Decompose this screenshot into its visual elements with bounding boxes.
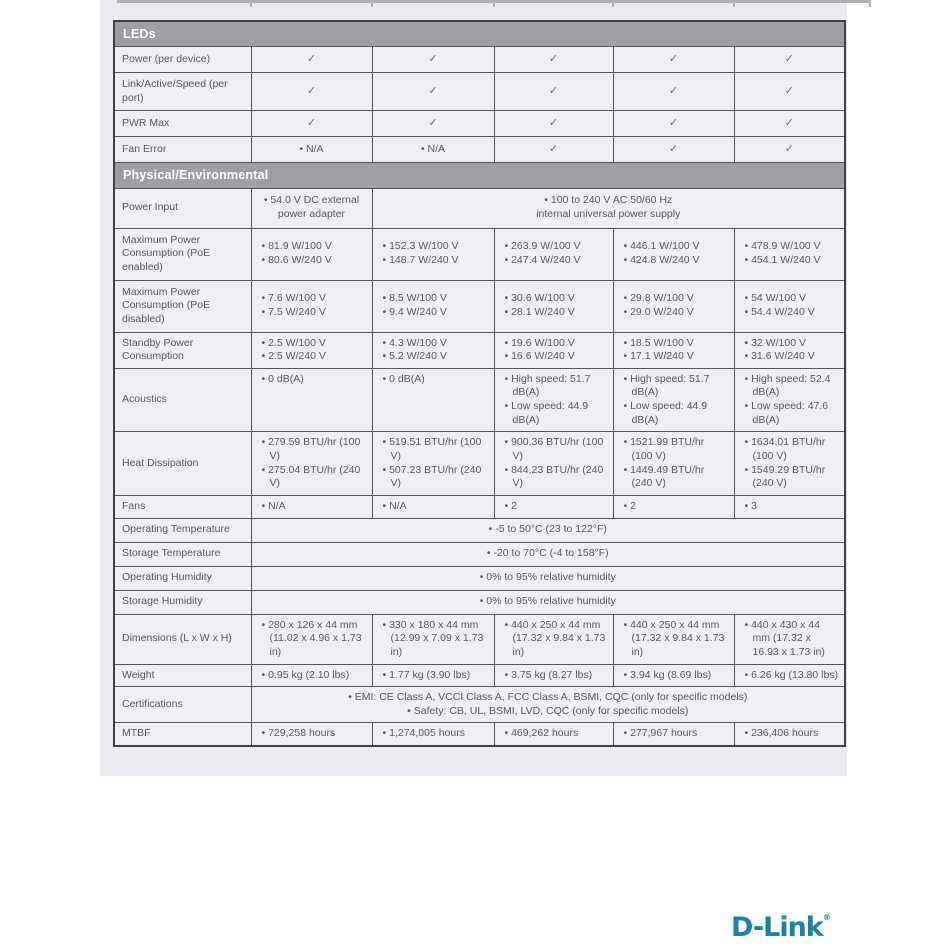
bullet-item: • 1.77 kg (3.90 lbs) — [382, 668, 471, 681]
value-line: internal universal power supply — [536, 208, 681, 220]
value-cell — [372, 723, 494, 746]
value-cell — [494, 664, 613, 687]
remnant-divider-tick — [493, 0, 495, 7]
value-cell — [734, 280, 845, 332]
value-cell — [494, 368, 613, 432]
row-label: PWR Max — [114, 111, 251, 137]
value-cell — [372, 137, 494, 163]
value-cell — [613, 614, 734, 664]
checkmark-cell — [251, 73, 372, 111]
value-cell — [494, 495, 613, 518]
check-icon: ✓ — [784, 117, 794, 130]
value-cell — [372, 664, 494, 687]
value-cell — [494, 723, 613, 746]
bullet-item: • 440 x 430 x 44 mm (17.32 x 16.93 x 1.73 in) — [744, 618, 825, 658]
value-cell — [251, 590, 845, 614]
bullet-item: • 478.9 W/100 V — [744, 240, 821, 253]
table-row — [114, 368, 845, 432]
value-line: • N/A — [420, 142, 446, 155]
check-icon: ✓ — [784, 53, 794, 66]
value-cell — [734, 664, 845, 687]
check-icon: ✓ — [668, 85, 679, 98]
row-label: Certifications — [114, 687, 251, 723]
value-cell — [251, 495, 372, 518]
bullet-item: • 247.4 W/240 V — [504, 254, 581, 266]
value-cell — [372, 614, 494, 664]
check-icon: ✓ — [548, 117, 559, 130]
checkmark-cell — [494, 47, 613, 73]
table-row — [114, 111, 845, 137]
bullet-item: • High speed: 51.7 dB(A) — [623, 372, 710, 399]
table-row — [114, 280, 845, 332]
value-cell — [734, 368, 845, 432]
registered-trademark-icon: ® — [822, 913, 831, 922]
checkmark-cell — [613, 47, 734, 73]
checkmark-cell — [372, 47, 494, 73]
row-label: Operating Temperature — [114, 518, 251, 542]
bullet-item: • 1549.29 BTU/hr (240 V) — [744, 463, 826, 490]
table-row — [114, 590, 845, 614]
bullet-item: • 8.5 W/100 V — [382, 292, 447, 305]
bullet-item: • 440 x 250 x 44 mm (17.32 x 9.84 x 1.73 in) — [623, 618, 725, 658]
bullet-item: • 29.8 W/100 V — [623, 292, 694, 305]
bullet-item: • 440 x 250 x 44 mm (17.32 x 9.84 x 1.73 in) — [504, 618, 606, 658]
value-cell — [251, 228, 372, 280]
value-cell — [251, 518, 845, 542]
dlink-logo-text: D-Link — [731, 912, 823, 943]
value-cell — [251, 432, 372, 496]
bullet-item: • 6.26 kg (13.80 lbs) — [744, 668, 839, 681]
table-row — [114, 432, 845, 496]
value-cell — [494, 280, 613, 332]
table-row — [114, 73, 845, 111]
checkmark-cell — [251, 47, 372, 73]
bullet-item: • 1634.01 BTU/hr (100 V) — [744, 436, 826, 462]
bullet-item: • 2.5 W/100 V — [261, 336, 326, 349]
value-cell — [494, 614, 613, 664]
row-label: Fan Error — [114, 137, 251, 163]
checkmark-cell — [372, 73, 494, 111]
bullet-item: • 1449.49 BTU/hr (240 V) — [623, 463, 705, 490]
section-title: Physical/Environmental — [114, 163, 845, 188]
bullet-item: • 2 — [623, 499, 636, 512]
bullet-item: • 454.1 W/240 V — [744, 254, 821, 266]
value-cell — [494, 228, 613, 280]
table-row — [114, 47, 845, 73]
checkmark-cell — [734, 47, 845, 73]
checkmark-cell — [734, 137, 845, 163]
checkmark-cell — [372, 111, 494, 137]
bullet-item: • 2.5 W/240 V — [261, 350, 326, 363]
checkmark-cell — [251, 111, 372, 137]
checkmark-cell — [494, 111, 613, 137]
row-label: Maximum Power Consumption (PoE disabled) — [114, 280, 251, 332]
value-line: • -20 to 70°C (-4 to 158°F) — [486, 547, 609, 560]
check-icon: ✓ — [548, 53, 559, 66]
value-cell — [734, 495, 845, 518]
bullet-item: • 32 W/100 V — [744, 336, 806, 349]
bullet-item: • 7.6 W/100 V — [261, 292, 326, 305]
table-row — [114, 228, 845, 280]
bullet-item: • 900.36 BTU/hr (100 V) — [504, 436, 604, 462]
value-cell — [734, 228, 845, 280]
table-row — [114, 137, 845, 163]
table-row — [114, 687, 845, 723]
value-cell — [734, 432, 845, 496]
checkmark-cell — [494, 73, 613, 111]
bullet-item: • 446.1 W/100 V — [623, 240, 700, 253]
bullet-item: • 81.9 W/100 V — [261, 240, 332, 253]
bullet-item: • 277,967 hours — [623, 727, 698, 740]
value-cell — [251, 566, 845, 590]
check-icon: ✓ — [306, 53, 317, 66]
row-label: Standby Power Consumption — [114, 332, 251, 368]
value-cell — [734, 614, 845, 664]
value-cell — [372, 495, 494, 518]
row-label: Weight — [114, 664, 251, 687]
row-label: Dimensions (L x W x H) — [114, 614, 251, 664]
bullet-item: • 729,258 hours — [261, 727, 336, 740]
row-label: Operating Humidity — [114, 566, 251, 590]
check-icon: ✓ — [668, 117, 679, 130]
check-icon: ✓ — [428, 85, 438, 98]
checkmark-cell — [613, 137, 734, 163]
value-cell — [251, 614, 372, 664]
bullet-item: • 7.5 W/240 V — [261, 306, 326, 318]
value-cell — [372, 280, 494, 332]
bullet-item: • 263.9 W/100 V — [504, 240, 581, 253]
bullet-item: • 5.2 W/240 V — [382, 350, 447, 363]
bullet-item: • 80.6 W/240 V — [261, 254, 332, 266]
previous-table-remnant — [117, 0, 871, 3]
section-title: LEDs — [114, 21, 845, 47]
bullet-item: • 148.7 W/240 V — [382, 254, 459, 266]
bullet-item: • 0.95 kg (2.10 lbs) — [261, 668, 350, 681]
value-cell — [251, 368, 372, 432]
value-line: • 0% to 95% relative humidity — [479, 595, 616, 608]
table-row — [114, 188, 845, 228]
value-cell — [251, 137, 372, 163]
bullet-item: • 3.94 kg (8.69 lbs) — [623, 668, 712, 681]
table-row — [114, 332, 845, 368]
remnant-divider-tick — [371, 0, 373, 7]
dlink-logo — [731, 912, 851, 943]
bullet-item: • 424.8 W/240 V — [623, 254, 700, 266]
value-cell — [613, 495, 734, 518]
value-cell — [494, 432, 613, 496]
check-icon: ✓ — [548, 85, 559, 98]
value-cell — [251, 664, 372, 687]
check-icon: ✓ — [428, 117, 438, 130]
value-cell — [372, 228, 494, 280]
value-line: • 54.0 V DC external — [263, 194, 360, 207]
row-label: Fans — [114, 495, 251, 518]
value-line: • N/A — [299, 142, 324, 155]
bullet-item: • 29.0 W/240 V — [623, 306, 694, 318]
check-icon: ✓ — [784, 85, 794, 98]
table-row — [114, 518, 845, 542]
check-icon: ✓ — [306, 85, 317, 98]
bullet-item: • 507.23 BTU/hr (240 V) — [382, 463, 482, 490]
bullet-item: • 28.1 W/240 V — [504, 306, 575, 318]
value-line: • EMI: CE Class A, VCCI Class A, FCC Class A, BSMI, CQC (only for specific models) — [348, 691, 748, 704]
value-cell — [613, 228, 734, 280]
bullet-item: • 1,274,005 hours — [382, 727, 465, 740]
value-line: • 0% to 95% relative humidity — [479, 571, 616, 584]
bullet-item: • 2 — [504, 499, 517, 512]
value-cell — [613, 368, 734, 432]
bullet-item: • 16.6 W/240 V — [504, 350, 575, 363]
bullet-item: • High speed: 52.4 dB(A) — [744, 372, 831, 399]
bullet-item: • 9.4 W/240 V — [382, 306, 447, 318]
checkmark-cell — [734, 111, 845, 137]
bullet-item: • Low speed: 47.6 dB(A) — [744, 400, 829, 426]
table-row — [114, 495, 845, 518]
remnant-divider-tick — [869, 0, 871, 7]
check-icon: ✓ — [668, 143, 679, 156]
checkmark-cell — [494, 137, 613, 163]
bullet-item: • 17.1 W/240 V — [623, 350, 694, 363]
bullet-item: • 4.3 W/100 V — [382, 336, 447, 349]
bullet-item: • High speed: 51.7 dB(A) — [504, 372, 591, 399]
value-line: • -5 to 50°C (23 to 122°F) — [488, 523, 607, 536]
remnant-divider-tick — [612, 0, 614, 7]
value-cell — [372, 432, 494, 496]
value-cell — [251, 723, 372, 746]
value-cell — [613, 723, 734, 746]
value-cell — [734, 332, 845, 368]
value-cell — [251, 188, 372, 228]
value-cell — [613, 664, 734, 687]
bullet-item: • 0 dB(A) — [261, 372, 304, 385]
row-label: Power Input — [114, 188, 251, 228]
row-label: MTBF — [114, 723, 251, 746]
value-line: • 100 to 240 V AC 50/60 Hz — [544, 194, 673, 207]
bullet-item: • N/A — [382, 499, 407, 512]
value-cell — [613, 280, 734, 332]
bullet-item: • 1521.99 BTU/hr (100 V) — [623, 436, 705, 462]
bullet-item: • 30.6 W/100 V — [504, 292, 575, 305]
table-row — [114, 566, 845, 590]
check-icon: ✓ — [306, 117, 317, 130]
checkmark-cell — [734, 73, 845, 111]
bullet-item: • 0 dB(A) — [382, 372, 425, 385]
bullet-item: • 31.6 W/240 V — [744, 350, 815, 363]
bullet-item: • Low speed: 44.9 dB(A) — [623, 400, 708, 426]
bullet-item: • 54 W/100 V — [744, 292, 806, 305]
bullet-item: • Low speed: 44.9 dB(A) — [504, 400, 589, 426]
value-cell — [494, 332, 613, 368]
check-icon: ✓ — [668, 53, 679, 66]
check-icon: ✓ — [784, 143, 794, 156]
value-cell — [251, 332, 372, 368]
bullet-item: • 469,262 hours — [504, 727, 579, 740]
check-icon: ✓ — [428, 53, 438, 66]
value-cell — [734, 723, 845, 746]
check-icon: ✓ — [548, 143, 559, 156]
table-row — [114, 723, 845, 746]
row-label: Maximum Power Consumption (PoE enabled) — [114, 228, 251, 280]
bullet-item: • 152.3 W/100 V — [382, 240, 459, 253]
row-label: Power (per device) — [114, 47, 251, 73]
row-label: Storage Humidity — [114, 590, 251, 614]
checkmark-cell — [613, 111, 734, 137]
value-cell — [372, 368, 494, 432]
bullet-item: • 844.23 BTU/hr (240 V) — [504, 463, 604, 490]
remnant-divider-tick — [733, 0, 735, 7]
value-cell — [251, 280, 372, 332]
specifications-table — [113, 20, 846, 747]
bullet-item: • 236,406 hours — [744, 727, 819, 740]
value-cell — [372, 332, 494, 368]
row-label: Storage Temperature — [114, 542, 251, 566]
bullet-item: • 3.75 kg (8.27 lbs) — [504, 668, 593, 681]
value-cell — [372, 188, 845, 228]
value-cell — [251, 542, 845, 566]
bullet-item: • 19.6 W/100 V — [504, 336, 575, 349]
bullet-item: • N/A — [261, 499, 286, 512]
table-row — [114, 542, 845, 566]
row-label: Heat Dissipation — [114, 432, 251, 496]
bullet-item: • 519.51 BTU/hr (100 V) — [382, 436, 482, 462]
bullet-item: • 54.4 W/240 V — [744, 306, 815, 318]
table-row — [114, 614, 845, 664]
value-line: • Safety: CB, UL, BSMI, LVD, CQC (only for specific models) — [407, 704, 689, 717]
value-cell — [613, 432, 734, 496]
value-line: power adapter — [277, 208, 346, 220]
section-header-row — [114, 163, 845, 188]
checkmark-cell — [613, 73, 734, 111]
bullet-item: • 275.04 BTU/hr (240 V) — [261, 463, 361, 490]
bullet-item: • 279.59 BTU/hr (100 V) — [261, 436, 361, 462]
section-header-row — [114, 21, 845, 47]
value-cell — [613, 332, 734, 368]
bullet-item: • 18.5 W/100 V — [623, 336, 694, 349]
bullet-item: • 330 x 180 x 44 mm (12.99 x 7.09 x 1.73 in) — [382, 618, 484, 658]
value-cell — [251, 687, 845, 723]
bullet-item: • 280 x 126 x 44 mm (11.02 x 4.96 x 1.73 in) — [261, 618, 362, 658]
remnant-divider-tick — [250, 0, 252, 7]
row-label: Acoustics — [114, 368, 251, 432]
table-row — [114, 664, 845, 687]
bullet-item: • 3 — [744, 499, 757, 512]
row-label: Link/Active/Speed (per port) — [114, 73, 251, 111]
